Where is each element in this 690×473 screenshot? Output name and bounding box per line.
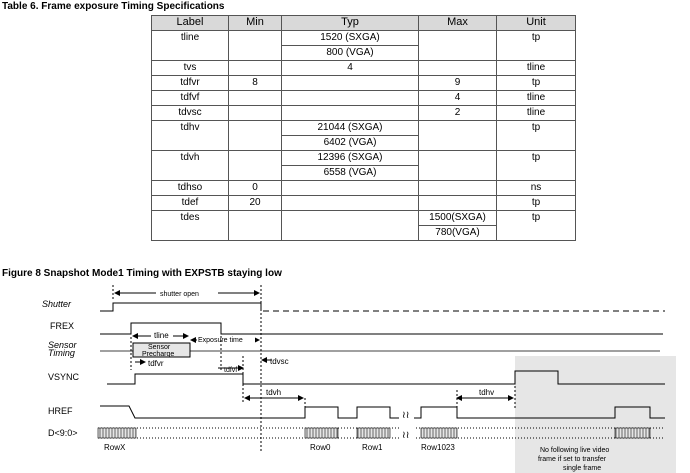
note-line-3: single frame [563,465,602,472]
cell-min: 20 [229,196,282,211]
rowx-label: RowX [104,443,126,452]
cell-label: tdhso [152,181,229,196]
tdvsc-label: tdvsc [270,357,289,366]
break-icon: ≀≀ [402,410,410,421]
row1-label: Row1 [362,443,383,452]
note-line-2: frame if set to transfer [538,456,607,463]
data-block-row1023 [421,428,457,438]
cell-label: tdvh [152,151,229,181]
sensor-precharge-label: Sensor [148,344,171,351]
shutter-waveform [100,303,261,311]
table-title: Table 6. Frame exposure Timing Specifications [2,1,225,12]
header-typ: Typ [282,16,419,31]
cell-unit: tp [497,31,576,61]
signal-data-bus: D<9:0> [48,428,78,438]
cell-max: 1500(SXGA) [419,211,497,226]
cell-unit: tp [497,211,576,241]
cell-unit: ns [497,181,576,196]
cell-max: 780(VGA) [419,226,497,241]
row0-label: Row0 [310,443,331,452]
cell-unit: tline [497,61,576,76]
shutter-open-label: shutter open [160,291,199,298]
cell-typ: 800 (VGA) [282,46,419,61]
frex-waveform [100,323,663,334]
exposure-time-label: Exposure time [198,337,243,344]
cell-typ: 1520 (SXGA) [282,31,419,46]
shutter-waveform-dashed [261,303,665,311]
cell-label: tline [152,31,229,61]
cell-typ: 6402 (VGA) [282,136,419,151]
tdhv-label: tdhv [479,388,495,397]
cell-label: tdef [152,196,229,211]
cell-unit: tline [497,91,576,106]
row1023-label: Row1023 [421,443,455,452]
header-unit: Unit [497,16,576,31]
cell-min: 0 [229,181,282,196]
data-block-row0 [305,428,338,438]
figure-title: Figure 8 Snapshot Mode1 Timing with EXPSTB staying low [2,268,282,279]
cell-max: 4 [419,91,497,106]
cell-label: tdfvr [152,76,229,91]
break-icon-2: ≀≀ [402,430,410,441]
cell-unit: tline [497,106,576,121]
cell-unit: tp [497,76,576,91]
header-max: Max [419,16,497,31]
data-block-next [615,428,650,438]
signal-shutter: Shutter [42,299,72,309]
tline-label: tline [154,331,169,340]
sensor-precharge-label-2: Precharge [142,351,175,358]
data-block-row1 [357,428,390,438]
cell-max: 9 [419,76,497,91]
signal-sensor-timing: Sensor [48,340,77,350]
cell-typ: 4 [282,61,419,76]
cell-label: tdvsc [152,106,229,121]
cell-typ: 12396 (SXGA) [282,151,419,166]
cell-unit: tp [497,196,576,211]
tdvh-label: tdvh [266,388,282,397]
cell-label: tdhv [152,121,229,151]
signal-sensor-timing-2: Timing [48,348,75,358]
cell-min: 8 [229,76,282,91]
tdfvf-label: tdfvf [224,367,238,374]
cell-typ: 6558 (VGA) [282,166,419,181]
signal-href: HREF [48,406,73,416]
cell-label: tdfvf [152,91,229,106]
signal-vsync: VSYNC [48,372,80,382]
tdfvr-label: tdfvr [148,359,164,368]
cell-max: 2 [419,106,497,121]
href-waveform [100,406,399,418]
note-line-1: No following live video [540,447,610,454]
cell-label: tdes [152,211,229,241]
cell-label: tvs [152,61,229,76]
header-label: Label [152,16,229,31]
cell-typ: 21044 (SXGA) [282,121,419,136]
signal-frex: FREX [50,321,75,331]
cell-unit: tp [497,121,576,151]
data-block-rowx [98,428,136,438]
cell-unit: tp [497,151,576,181]
header-min: Min [229,16,282,31]
